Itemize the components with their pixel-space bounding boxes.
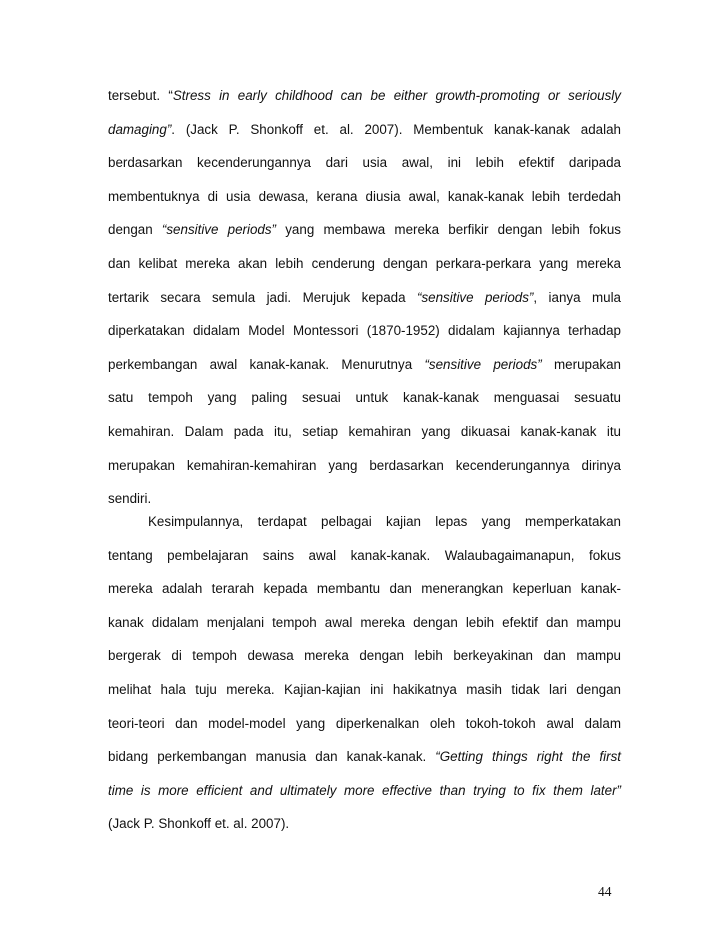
italic-text: “sensitive periods” — [161, 222, 277, 238]
text-line — [108, 389, 621, 407]
text-line — [108, 289, 621, 307]
text-line — [108, 154, 621, 172]
text-line — [108, 715, 621, 733]
text-run: melihat hala tuju mereka. Kajian-kajian ini hakikatnya masih tidak lari dengan — [108, 682, 621, 697]
text-run: tersebut. “ — [108, 88, 173, 103]
text-line — [108, 547, 621, 565]
text-line — [108, 647, 621, 665]
text-line — [108, 457, 621, 475]
text-run: kemahiran. Dalam pada itu, setiap kemahiran yang dikuasai kanak-kanak itu — [108, 424, 621, 439]
text-line — [108, 121, 621, 139]
italic-text: damaging” — [108, 121, 172, 137]
text-line — [108, 748, 621, 766]
italic-text: “sensitive periods” — [417, 289, 534, 305]
italic-text: Stress in early childhood can be either growth-promoting or seriously — [172, 88, 621, 103]
text-run: . (Jack P. Shonkoff et. al. 2007). Membentuk kanak-kanak adalah — [171, 121, 621, 137]
text-run: diperkatakan didalam Model Montessori (1870-1952) didalam kajiannya terhadap — [108, 323, 621, 339]
text-run: perkembangan awal kanak-kanak. Menurutnya — [108, 356, 425, 372]
text-run: (Jack P. Shonkoff et. al. 2007). — [108, 816, 290, 832]
text-line — [108, 681, 621, 699]
text-line — [108, 87, 621, 105]
text-run: mereka adalah terarah kepada membantu dan menerangkan keperluan kanak- — [108, 581, 621, 597]
italic-text: time is more efficient and ultimately more effective than trying to fix them later” — [108, 782, 621, 798]
text-line — [108, 322, 621, 340]
text-line — [108, 188, 621, 206]
text-run: bidang perkembangan manusia dan kanak-kanak. — [108, 749, 436, 765]
text-run: kanak didalam menjalani tempoh awal mereka dengan lebih efektif dan mampu — [108, 614, 621, 630]
text-run: merupakan — [541, 356, 621, 372]
italic-text: “sensitive periods” — [424, 356, 542, 372]
text-line — [108, 815, 621, 833]
text-run: sendiri. — [108, 491, 152, 507]
text-run: dan kelibat mereka akan lebih cenderung dengan perkara-perkara yang mereka — [108, 256, 621, 271]
text-run: membentuknya di usia dewasa, kerana diusia awal, kanak-kanak lebih terdedah — [108, 188, 621, 204]
text-run: yang membawa mereka berfikir dengan lebih fokus — [276, 222, 622, 238]
text-line — [108, 356, 621, 374]
text-line — [108, 423, 621, 441]
text-run: teori-teori dan model-model yang diperkenalkan oleh tokoh-tokoh awal dalam — [108, 715, 621, 731]
text-line — [108, 490, 621, 508]
text-run: tentang pembelajaran sains awal kanak-kanak. Walaubagaimanapun, fokus — [108, 547, 621, 563]
page-number: 44 — [598, 884, 612, 899]
text-run: tertarik secara semula jadi. Merujuk kepada — [108, 289, 417, 305]
text-run: dengan — [108, 222, 162, 238]
italic-text: “Getting things right the first — [435, 749, 622, 765]
text-line — [108, 580, 621, 598]
text-run: bergerak di tempoh dewasa mereka dengan lebih berkeyakinan dan mampu — [108, 648, 621, 664]
text-line — [108, 221, 621, 239]
text-run: satu tempoh yang paling sesuai untuk kanak-kanak menguasai sesuatu — [108, 390, 621, 406]
text-line — [108, 614, 621, 632]
text-run: berdasarkan kecenderungannya dari usia awal, ini lebih efektif daripada — [108, 155, 621, 171]
text-line — [108, 782, 621, 800]
text-line — [108, 255, 621, 273]
text-run: Kesimpulannya, terdapat pelbagai kajian lepas yang memperkatakan — [148, 514, 621, 529]
text-line — [148, 513, 621, 531]
text-run: , ianya mula — [533, 289, 621, 305]
text-run: merupakan kemahiran-kemahiran yang berdasarkan kecenderungannya dirinya — [108, 457, 621, 473]
